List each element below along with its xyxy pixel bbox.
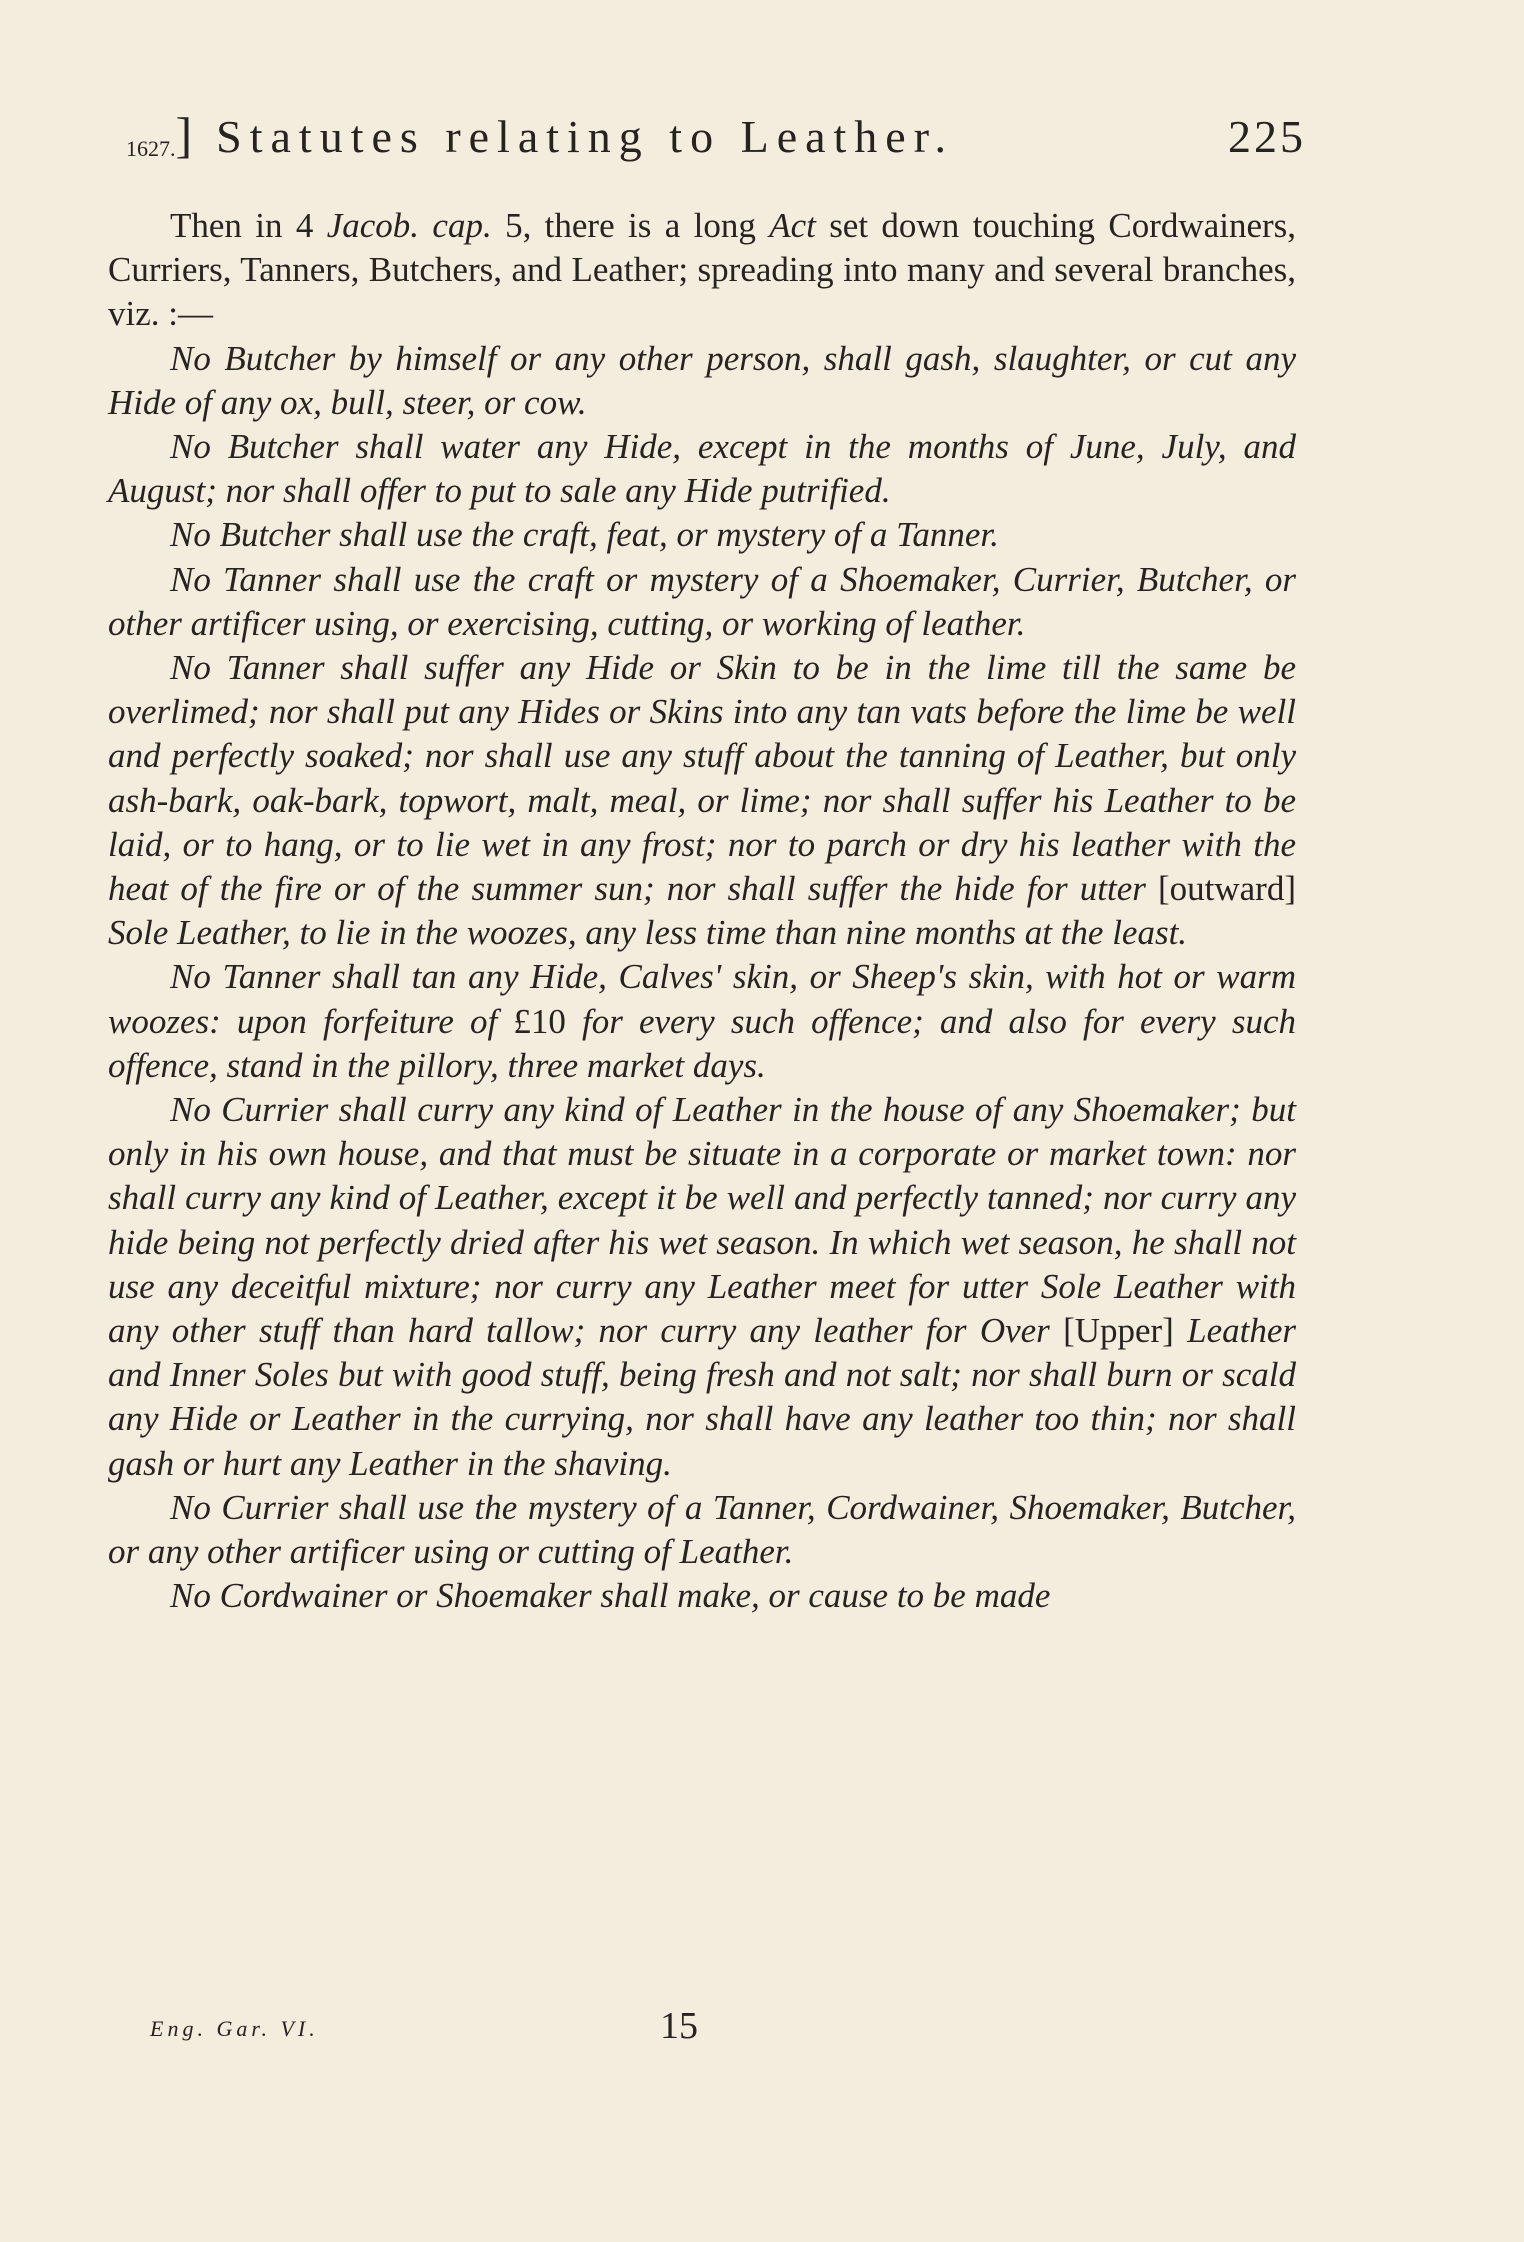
signature-line: Eng. Gar. VI. bbox=[150, 2016, 319, 2041]
italic-text-segment: Leather and Inner Soles but with good stuff, being fresh and not salt; nor shall burn or scald any Hide or Leather in the currying, nor shall have any leather too thin; nor shall gash or hurt any Leather in the shaving. bbox=[108, 1311, 1296, 1483]
paragraph bbox=[108, 204, 1296, 337]
italic-text-segment: No Tanner shall tan any Hide, Calves' skin, or Sheep's skin, with hot or warm woozes: upon forfeiture of bbox=[108, 957, 1296, 1041]
italic-text-segment: Sole Leather, to lie in the woozes, any less time than nine months at the least. bbox=[108, 913, 1188, 953]
page-footer bbox=[150, 2005, 750, 2064]
italic-text-segment: No Cordwainer or Shoemaker shall make, or cause to be made bbox=[170, 1576, 1051, 1616]
italic-text-segment: Act bbox=[769, 206, 816, 245]
signature-mark: 15 bbox=[660, 2005, 698, 2047]
roman-text-segment: [outward] bbox=[1157, 869, 1296, 909]
paragraph bbox=[108, 513, 1296, 557]
running-title: Statutes relating to Leather. bbox=[216, 111, 954, 162]
paragraph bbox=[108, 558, 1296, 646]
paragraph bbox=[108, 425, 1296, 513]
header-left bbox=[126, 106, 954, 164]
paragraph bbox=[108, 1088, 1296, 1486]
paragraph bbox=[108, 1574, 1296, 1618]
paragraph bbox=[108, 646, 1296, 955]
paragraph bbox=[108, 955, 1296, 1088]
running-header bbox=[126, 106, 1306, 176]
italic-text-segment: No Butcher by himself or any other person, shall gash, slaughter, or cut any Hide of any ox, bull, steer, or cow. bbox=[108, 338, 1296, 422]
italic-text-segment: Jacob. cap. bbox=[326, 206, 492, 245]
header-bracket: ] bbox=[175, 107, 193, 163]
header-year: 1627. bbox=[126, 136, 176, 161]
italic-text-segment: for every such offence; and also for every such offence, stand in the pillory, three market days. bbox=[108, 1001, 1296, 1085]
italic-text-segment: No Currier shall use the mystery of a Tanner, Cordwainer, Shoemaker, Butcher, or any other artificer using or cutting of Leather. bbox=[108, 1487, 1296, 1572]
roman-text-segment: set down touching Cordwainers, Curriers, Tanners, Butchers, and Leather; spreading into many and several branches, viz. :— bbox=[108, 206, 1297, 334]
body-text bbox=[108, 204, 1296, 1619]
italic-text-segment: No Butcher shall water any Hide, except in the months of June, July, and August; nor shall offer to put to sale any Hide putrified. bbox=[108, 427, 1296, 511]
italic-text-segment: No Butcher shall use the craft, feat, or mystery of a Tanner. bbox=[170, 515, 999, 555]
italic-text-segment: No Tanner shall suffer any Hide or Skin to be in the lime till the same be overlimed; nor shall put any Hides or Skins into any tan vats before the lime be well and perfectly soaked; nor shall use any stuff about the tanning of Leather, but only ash-bark, oak-bark, topwort, malt, meal, or lime; nor shall suffer his Leather to be laid, or to hang, or to lie wet in any frost; nor to parch or dry his leather with the heat of the fire or of the summer sun; nor shall suffer the hide for utter bbox=[108, 648, 1296, 909]
paragraph bbox=[108, 1486, 1296, 1574]
roman-text-segment: £10 bbox=[513, 1001, 566, 1041]
roman-text-segment: 5, there is a long bbox=[491, 206, 770, 245]
paragraph bbox=[108, 337, 1296, 425]
page-number: 225 bbox=[1228, 111, 1306, 162]
italic-text-segment: No Tanner shall use the craft or mystery of a Shoemaker, Currier, Butcher, or other artificer using, or exercising, cutting, or working of leather. bbox=[108, 559, 1296, 643]
roman-text-segment: [Upper] bbox=[1063, 1311, 1174, 1351]
roman-text-segment: Then in 4 bbox=[170, 206, 327, 245]
italic-text-segment: No Currier shall curry any kind of Leather in the house of any Shoemaker; but only in his own house, and that must be situate in a corporate or market town: nor shall curry any kind of Leather, except it be well and perfectly tanned; nor curry any hide being not perfectly dried after his wet season. In which wet season, he shall not use any deceitful mixture; nor curry any Leather meet for utter Sole Leather with any other stuff than hard tallow; nor curry any leather for Over bbox=[108, 1090, 1296, 1351]
